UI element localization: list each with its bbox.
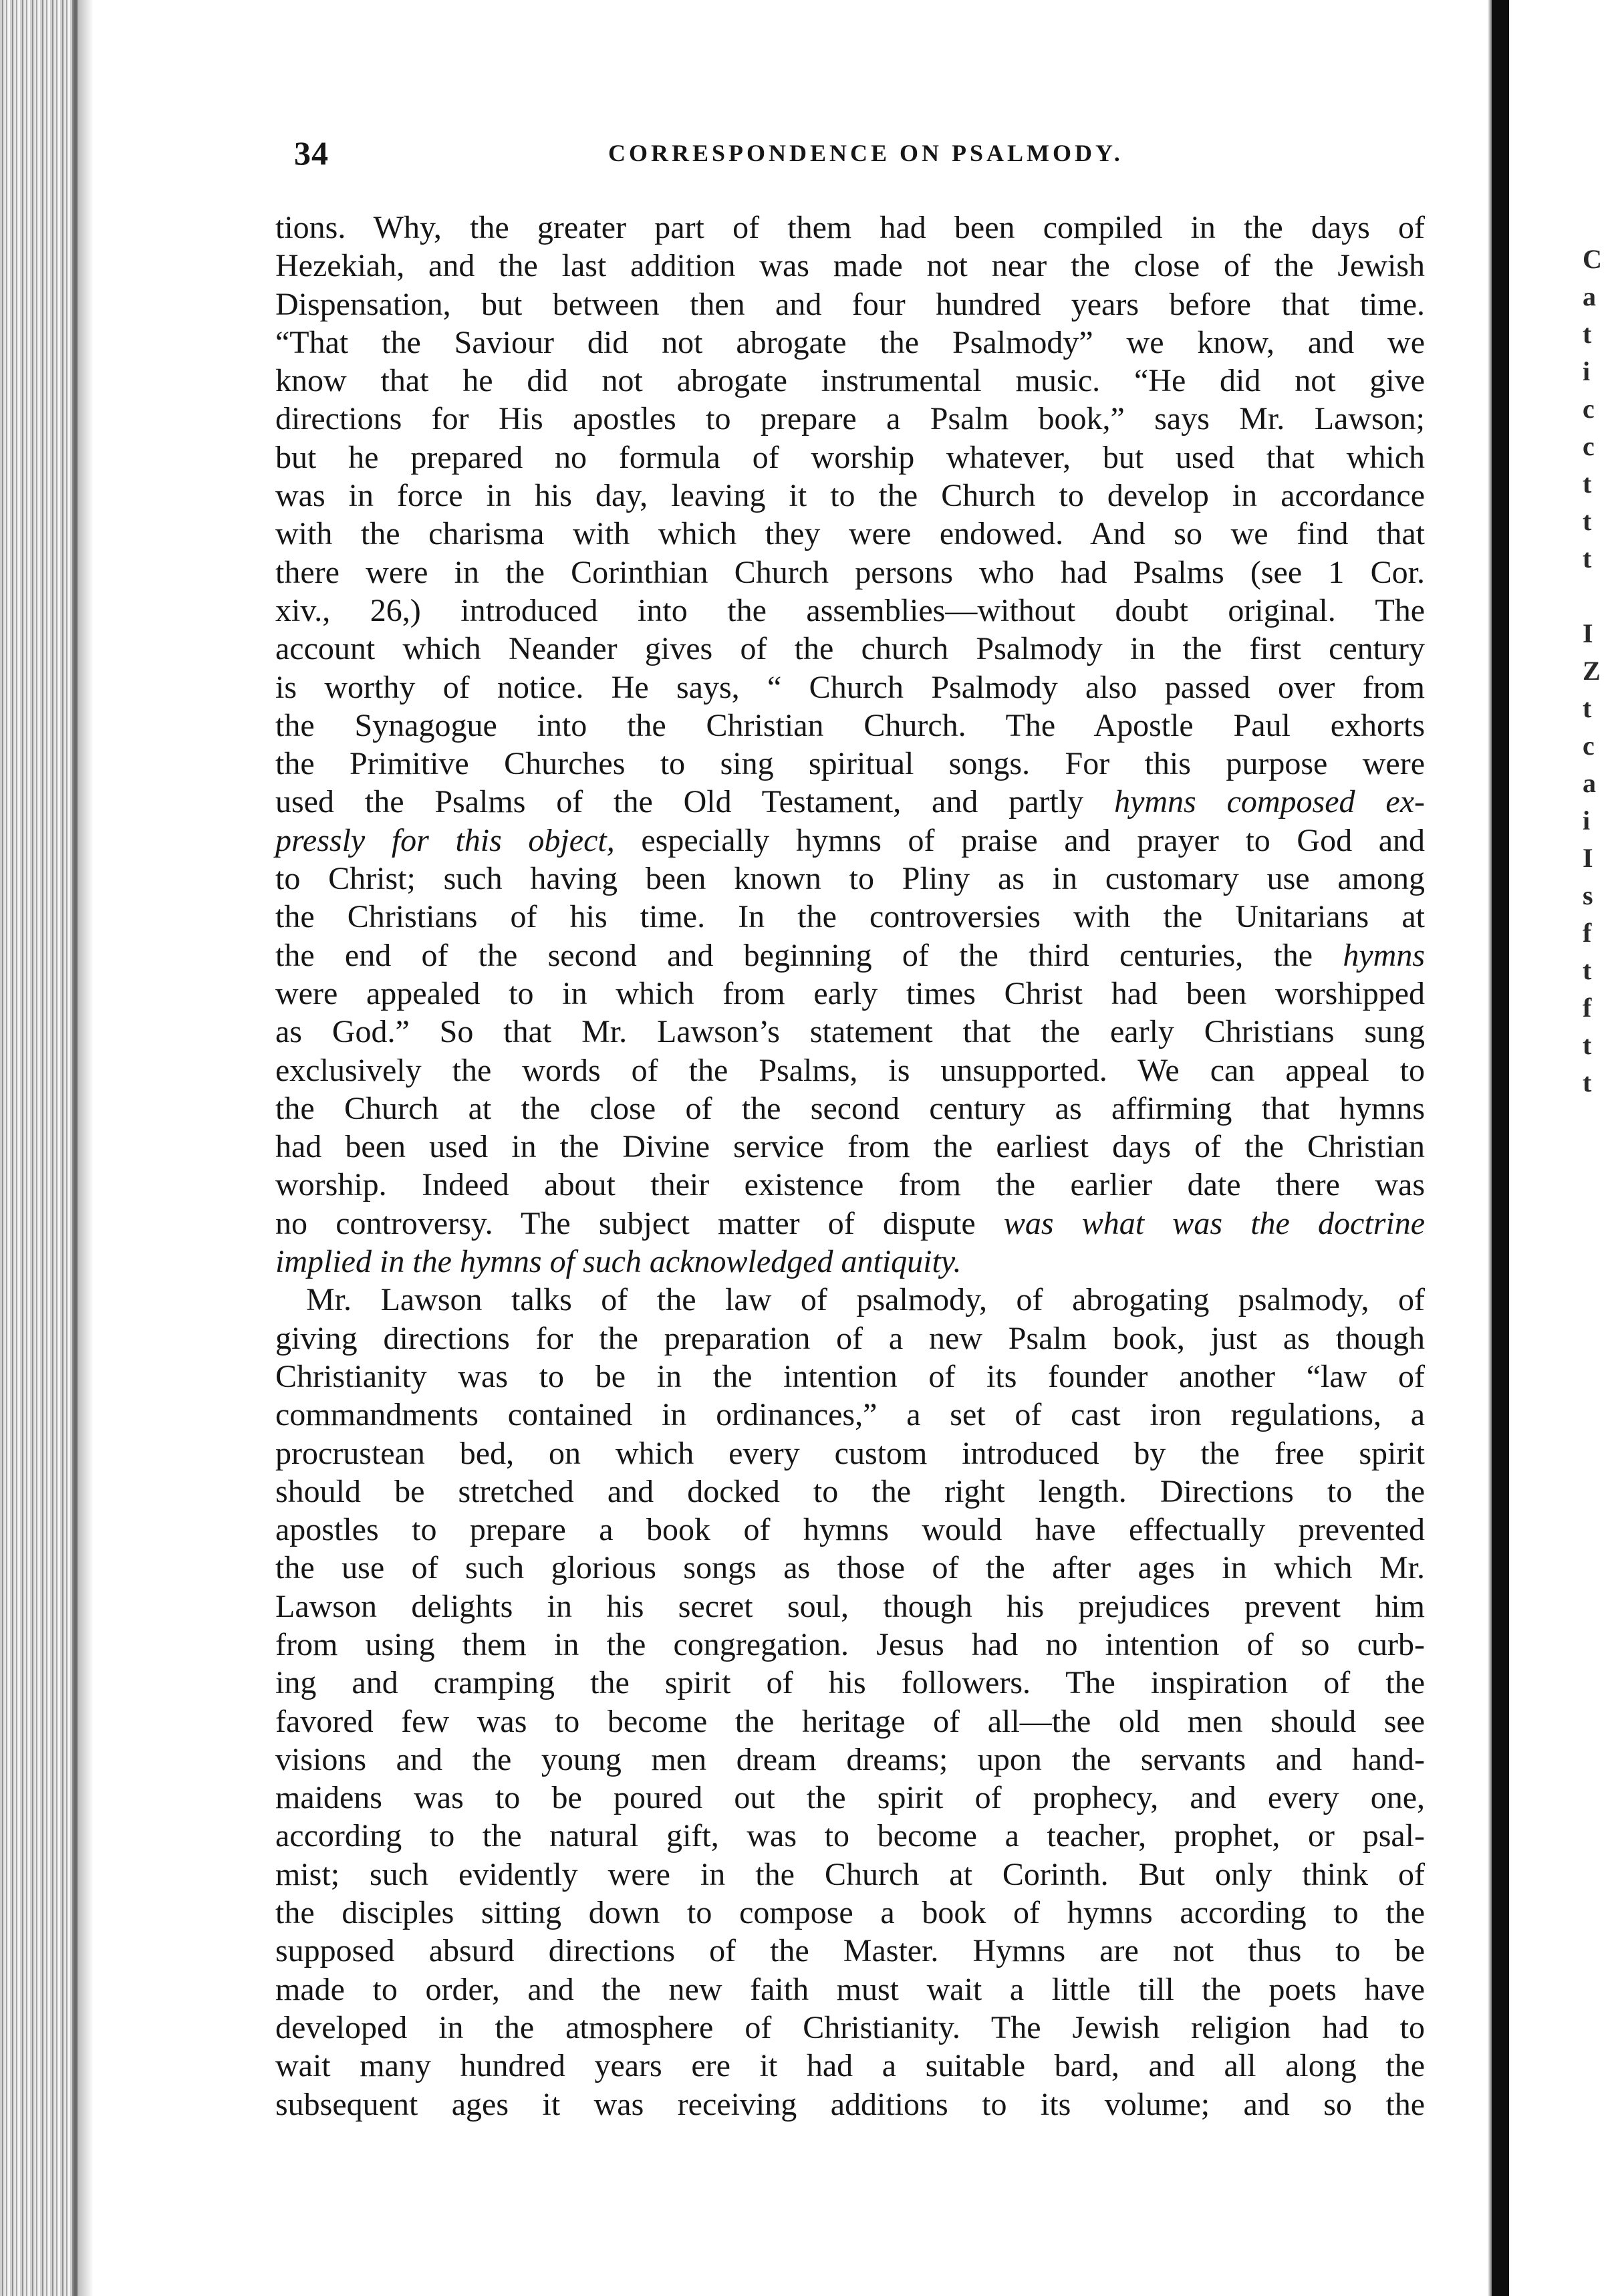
- text-line: [275, 1319, 1425, 1358]
- text-segment: “That the Saviour did not abrogate the Psalmody” we know, and we: [275, 324, 1425, 360]
- text-segment: according to the natural gift, was to become a teacher, prophet, or psal-: [275, 1818, 1425, 1854]
- text-line: [275, 975, 1425, 1013]
- next-page-fragment: Z: [1583, 656, 1601, 686]
- text-line: [275, 783, 1425, 821]
- text-segment: the Christians of his time. In the controversies with the Unitarians at: [275, 899, 1425, 935]
- next-page-fragment: c: [1583, 431, 1595, 461]
- running-title: CORRESPONDENCE ON PSALMODY.: [608, 140, 1123, 166]
- text-segment: with the charisma with which they were endowed. And so we find that: [275, 516, 1425, 552]
- italic-text-segment: hymns composed ex-: [1114, 784, 1425, 820]
- text-segment: the disciples sitting down to compose a book of hymns according to the: [275, 1895, 1425, 1931]
- text-segment: Mr. Lawson talks of the law of psalmody, of abrogating psalmody, of: [306, 1282, 1425, 1318]
- italic-text-segment: pressly for this object,: [275, 822, 615, 858]
- text-line: [275, 1779, 1425, 1817]
- text-segment: giving directions for the preparation of a new Psalm book, just as though: [275, 1320, 1425, 1356]
- text-segment: maidens was to be poured out the spirit of prophecy, and every one,: [275, 1780, 1425, 1816]
- text-line: [275, 1051, 1425, 1090]
- text-line: [275, 400, 1425, 438]
- text-line: [275, 1511, 1425, 1549]
- text-line: [275, 630, 1425, 668]
- text-segment: wait many hundred years ere it had a suitable bard, and all along the: [275, 2048, 1425, 2084]
- text-line: [275, 898, 1425, 936]
- binding-gutter: [0, 0, 74, 2296]
- text-segment: the end of the second and beginning of the third centuries, the: [275, 937, 1343, 973]
- next-page-fragment: f: [1583, 993, 1592, 1023]
- text-segment: had been used in the Divine service from the earliest days of the Christian: [275, 1129, 1425, 1165]
- text-segment: used the Psalms of the Old Testament, and partly: [275, 784, 1115, 820]
- text-line: [275, 1549, 1425, 1587]
- text-line: [275, 860, 1425, 898]
- text-segment: developed in the atmosphere of Christianity. The Jewish religion had to: [275, 2009, 1425, 2045]
- text-line: [275, 2009, 1425, 2047]
- text-line: [275, 1166, 1425, 1204]
- text-segment: mist; such evidently were in the Church at Corinth. But only think of: [275, 1856, 1425, 1892]
- text-segment: especially hymns of praise and prayer to God and: [614, 822, 1425, 858]
- next-page-fragment: t: [1583, 693, 1592, 723]
- next-page-fragment: t: [1583, 543, 1592, 573]
- text-segment: tions. Why, the greater part of them had been compiled in the days of: [275, 210, 1425, 245]
- text-line: [275, 821, 1425, 860]
- text-segment: the Primitive Churches to sing spiritual songs. For this purpose were: [275, 746, 1425, 782]
- text-segment: exclusively the words of the Psalms, is unsupported. We can appeal to: [275, 1052, 1425, 1088]
- text-segment: Lawson delights in his secret soul, though his prejudices prevent him: [275, 1588, 1425, 1624]
- next-page-fragment: s: [1583, 880, 1593, 910]
- text-segment: apostles to prepare a book of hymns would have effectually prevented: [275, 1512, 1425, 1548]
- text-line: [275, 1243, 1425, 1281]
- text-segment: Dispensation, but between then and four hundred years before that time.: [275, 286, 1425, 322]
- text-segment: were appealed to in which from early times Christ had been worshipped: [275, 975, 1425, 1011]
- text-line: [275, 553, 1425, 592]
- italic-text-segment: was what was the doctrine: [1003, 1205, 1426, 1241]
- next-page-fragment: t: [1583, 469, 1592, 499]
- text-segment: the Church at the close of the second century as affirming that hymns: [275, 1090, 1425, 1126]
- text-line: [275, 1856, 1425, 1894]
- text-segment: Christianity was to be in the intention of its founder another “law of: [275, 1358, 1425, 1394]
- text-line: [275, 362, 1425, 400]
- text-segment: made to order, and the new faith must wait a little till the poets have: [275, 1971, 1425, 2007]
- text-line: [275, 1281, 1425, 1319]
- next-page-fragment: t: [1583, 1030, 1592, 1060]
- running-head: [294, 134, 1430, 180]
- text-segment: worship. Indeed about their existence from the earlier date there was: [275, 1167, 1425, 1203]
- text-line: [275, 1128, 1425, 1166]
- text-segment: know that he did not abrogate instrumental music. “He did not give: [275, 363, 1425, 399]
- text-line: [275, 1894, 1425, 1932]
- next-page-bleed: [1583, 241, 1614, 1102]
- binding-gutter-shadow: [78, 0, 94, 2296]
- text-line: [275, 247, 1425, 285]
- text-segment: was in force in his day, leaving it to the Church to develop in accordance: [275, 478, 1425, 514]
- text-line: [275, 2085, 1425, 2124]
- next-page-fragment: C: [1583, 244, 1602, 274]
- text-line: [275, 745, 1425, 783]
- text-line: [275, 2047, 1425, 2085]
- body-text: [275, 209, 1425, 2124]
- text-line: [275, 1204, 1425, 1243]
- text-line: [275, 1013, 1425, 1051]
- text-line: [275, 477, 1425, 515]
- text-segment: but he prepared no formula of worship whatever, but used that which: [275, 439, 1425, 475]
- text-segment: directions for His apostles to prepare a Psalm book,” says Mr. Lawson;: [275, 401, 1425, 437]
- next-page-fragment: c: [1583, 394, 1595, 424]
- next-page-fragment: I: [1583, 843, 1593, 873]
- text-segment: should be stretched and docked to the right length. Directions to the: [275, 1473, 1425, 1509]
- text-line: [275, 1473, 1425, 1511]
- text-segment: to Christ; such having been known to Pliny as in customary use among: [275, 861, 1425, 897]
- next-page-fragment: a: [1583, 281, 1596, 311]
- italic-text-segment: implied in the hymns of such acknowledged antiquity.: [275, 1244, 962, 1280]
- text-segment: is worthy of notice. He says, “ Church Psalmody also passed over from: [275, 669, 1425, 705]
- text-segment: favored few was to become the heritage of all—the old men should see: [275, 1703, 1425, 1739]
- text-line: [275, 1434, 1425, 1473]
- text-segment: Hezekiah, and the last addition was made not near the close of the Jewish: [275, 248, 1425, 284]
- text-line: [275, 1970, 1425, 2009]
- next-page-fragment: [1583, 578, 1614, 615]
- text-segment: there were in the Corinthian Church persons who had Psalms (see 1 Cor.: [275, 554, 1425, 590]
- text-line: [275, 438, 1425, 477]
- next-page-fragment: i: [1583, 805, 1591, 836]
- text-line: [275, 324, 1425, 362]
- text-segment: subsequent ages it was receiving additions to its volume; and so the: [275, 2086, 1425, 2122]
- text-line: [275, 1090, 1425, 1128]
- next-page-fragment: a: [1583, 768, 1596, 798]
- next-page-fragment: I: [1583, 618, 1593, 648]
- text-segment: account which Neander gives of the church Psalmody in the first century: [275, 631, 1425, 667]
- text-segment: no controversy. The subject matter of dispute: [275, 1205, 1004, 1241]
- text-line: [275, 1702, 1425, 1741]
- text-line: [275, 1741, 1425, 1779]
- next-page-fragment: f: [1583, 918, 1592, 948]
- text-segment: the Synagogue into the Christian Church. The Apostle Paul exhorts: [275, 707, 1425, 743]
- text-segment: ing and cramping the spirit of his followers. The inspiration of the: [275, 1665, 1425, 1701]
- text-line: [275, 1817, 1425, 1855]
- next-page-fragment: t: [1583, 319, 1592, 349]
- next-page-fragment: t: [1583, 1067, 1592, 1098]
- text-line: [275, 285, 1425, 324]
- text-line: [275, 592, 1425, 630]
- text-segment: supposed absurd directions of the Master. Hymns are not thus to be: [275, 1933, 1425, 1969]
- right-binding-rule: [1492, 0, 1509, 2296]
- text-line: [275, 209, 1425, 247]
- text-line: [275, 1626, 1425, 1664]
- next-page-fragment: t: [1583, 506, 1592, 536]
- text-segment: commandments contained in ordinances,” a set of cast iron regulations, a: [275, 1397, 1425, 1433]
- next-page-fragment: c: [1583, 731, 1595, 761]
- text-line: [275, 1587, 1425, 1626]
- text-line: [275, 936, 1425, 975]
- text-segment: from using them in the congregation. Jesus had no intention of so curb-: [275, 1626, 1425, 1662]
- text-line: [275, 707, 1425, 745]
- next-page-fragment: i: [1583, 356, 1591, 386]
- italic-text-segment: hymns: [1343, 937, 1425, 973]
- page-number: 34: [294, 134, 329, 172]
- text-line: [275, 515, 1425, 553]
- text-line: [275, 1932, 1425, 1970]
- text-segment: as God.” So that Mr. Lawson’s statement that the early Christians sung: [275, 1014, 1425, 1050]
- text-segment: procrustean bed, on which every custom introduced by the free spirit: [275, 1435, 1425, 1471]
- next-page-fragment: t: [1583, 955, 1592, 985]
- text-line: [275, 1358, 1425, 1396]
- text-line: [275, 668, 1425, 707]
- text-segment: xiv., 26,) introduced into the assemblies—without doubt original. The: [275, 592, 1425, 628]
- text-segment: the use of such glorious songs as those of the after ages in which Mr.: [275, 1550, 1425, 1586]
- text-line: [275, 1664, 1425, 1702]
- text-line: [275, 1396, 1425, 1434]
- text-segment: visions and the young men dream dreams; upon the servants and hand-: [275, 1741, 1425, 1777]
